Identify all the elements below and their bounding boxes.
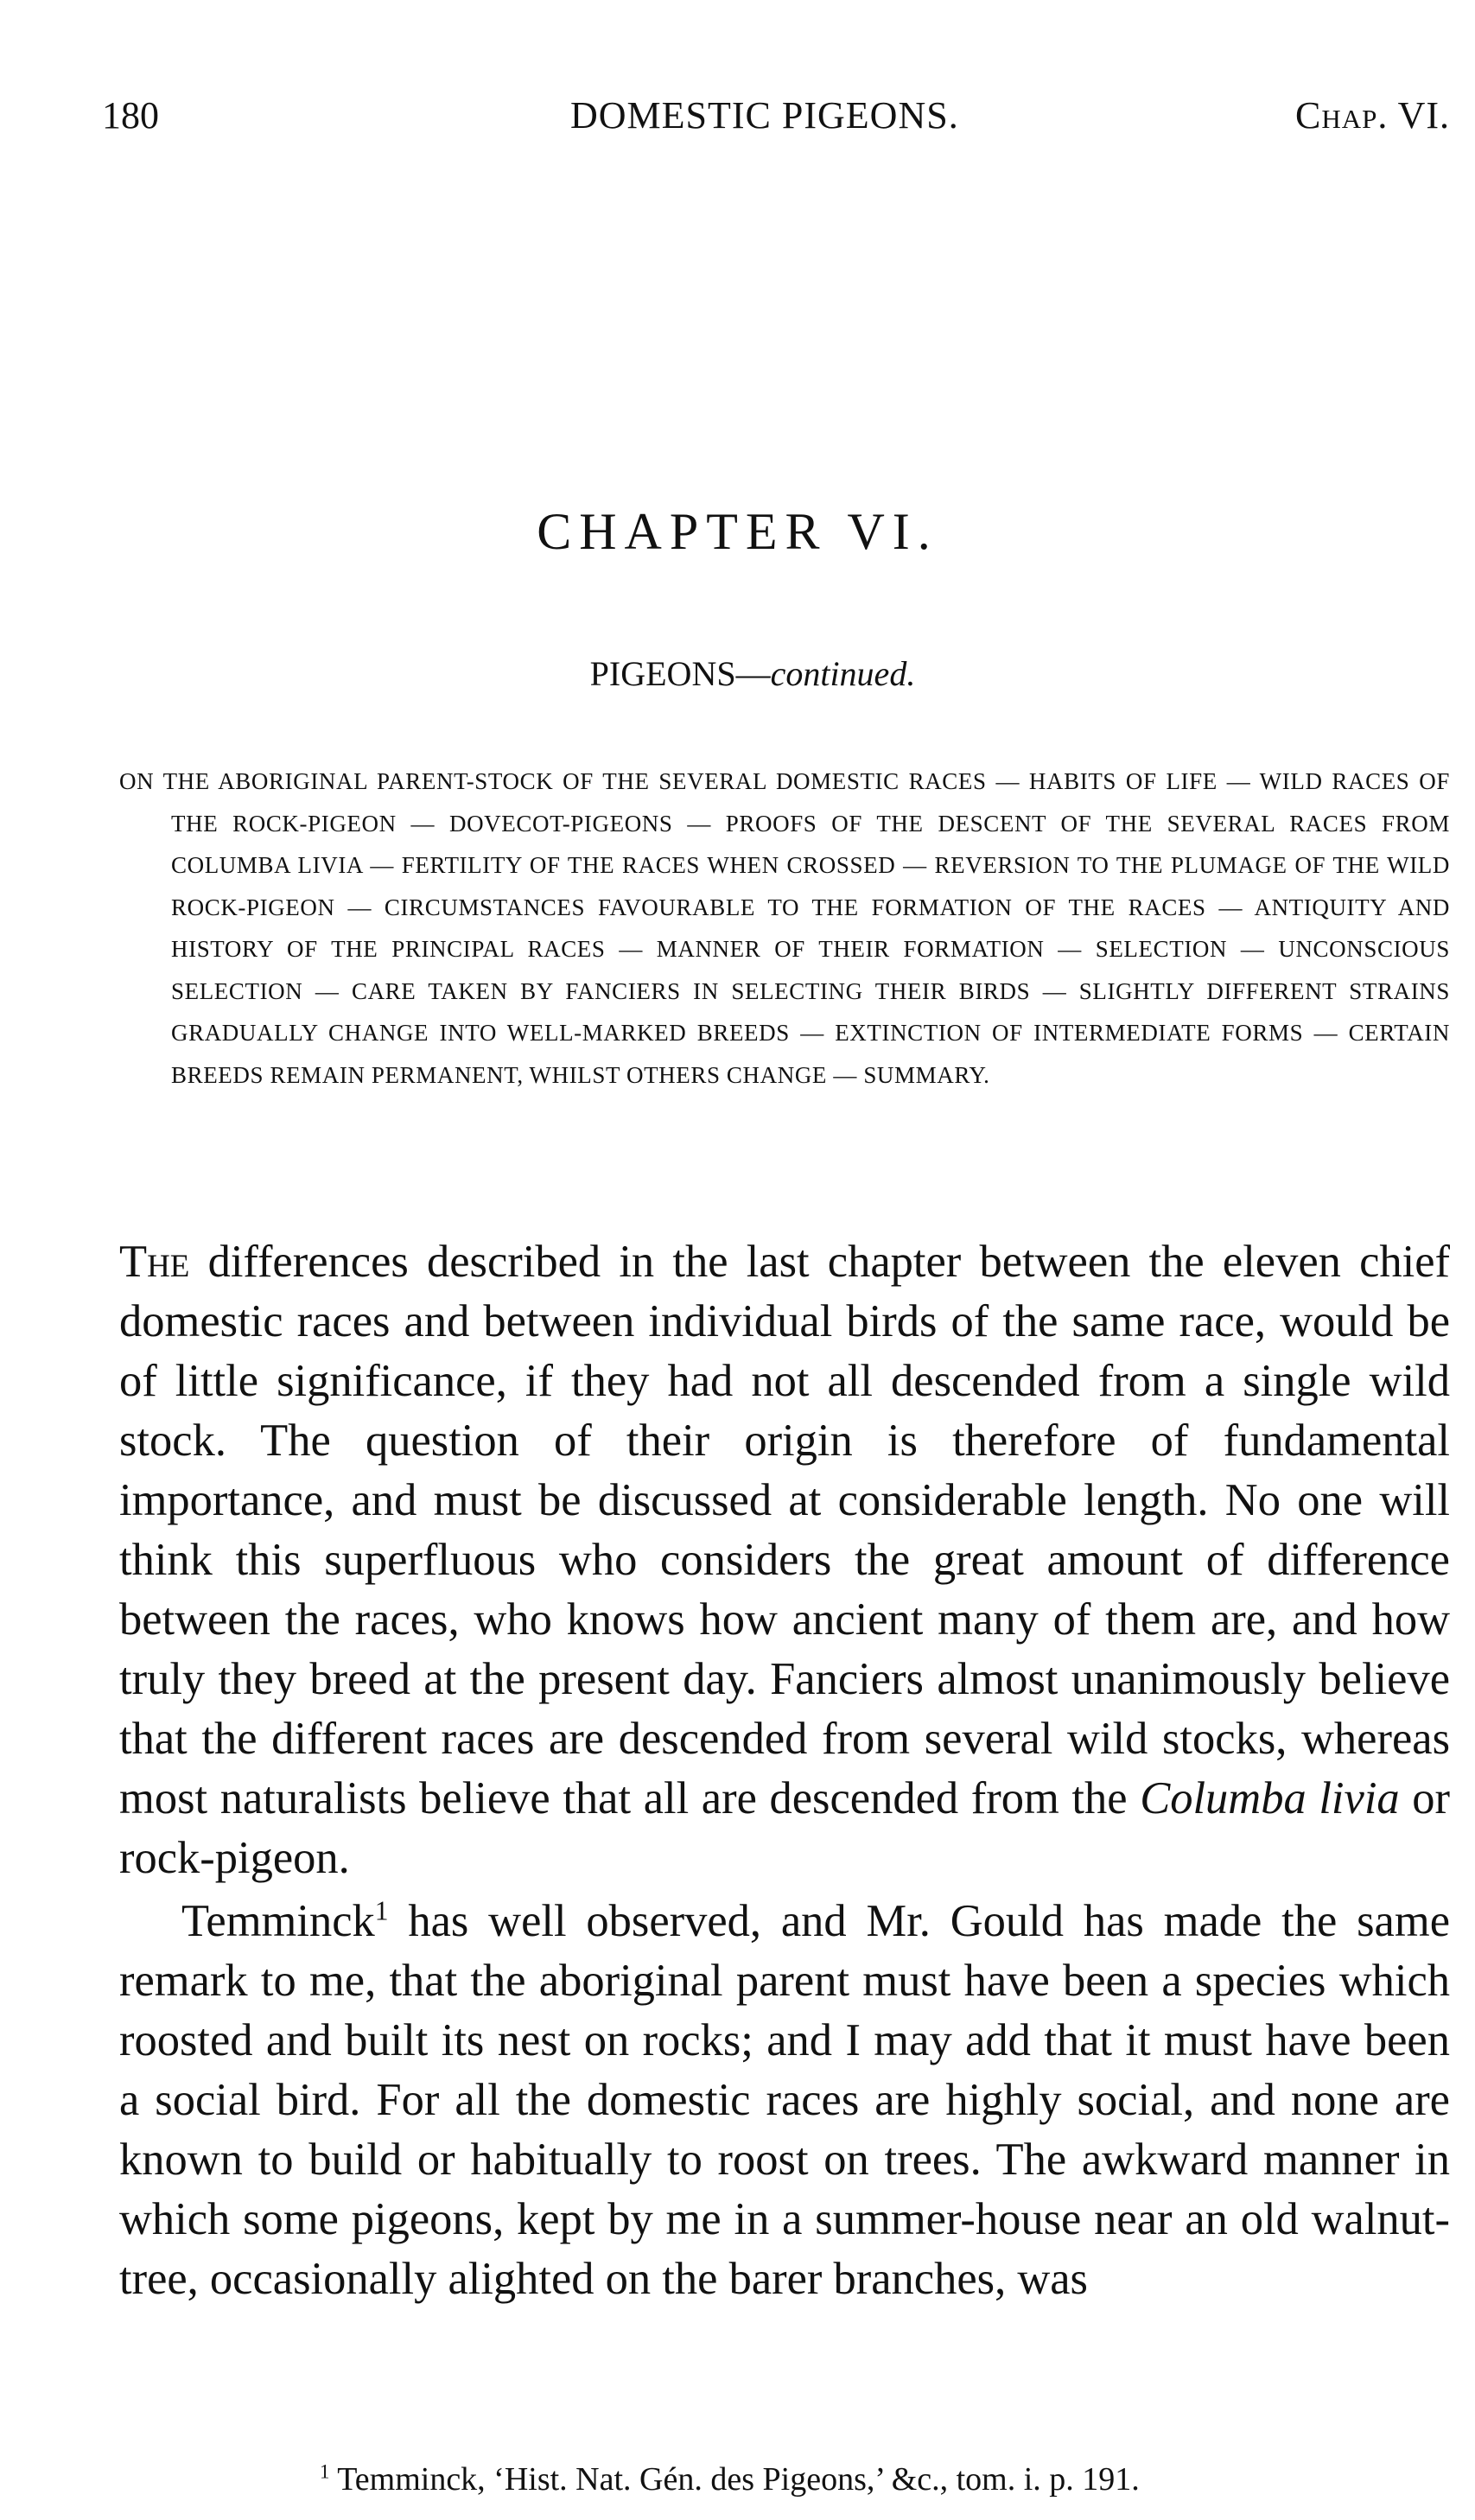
paragraph-2-text-b: has well observed, and Mr. Gould has made the same remark to me, that the aboriginal parent must have been a species which roosted and built its nest on rocks; and I may add that it must have been a social bird. For all the domestic races are highly social, and none are known to build or habitually to roost on trees. The awkward manner in which some pigeons, kept by me in a summer-house near an old walnut-tree, occasionally alighted on the barer branches, was bbox=[119, 1896, 1450, 2304]
footnote bbox=[320, 2458, 1443, 2501]
footnote-reference[interactable]: 1 bbox=[374, 1895, 389, 1926]
footnote-text: Temminck, ‘Hist. Nat. Gén. des Pigeons,’ &c., tom. i. p. 191. bbox=[329, 2461, 1140, 2498]
chapter-subtitle bbox=[0, 650, 1475, 698]
chapter-label: Chap. VI. bbox=[1295, 94, 1450, 137]
paragraph-2 bbox=[119, 1892, 1450, 2309]
body-text bbox=[119, 1232, 1450, 2309]
paragraph-2-text-a: Temminck bbox=[181, 1896, 375, 1946]
subtitle-main: PIGEONS— bbox=[589, 654, 771, 693]
chapter-synopsis: ON THE ABORIGINAL PARENT-STOCK OF THE SEVERAL DOMESTIC RACES — HABITS OF LIFE — WILD RACES OF THE ROCK-PIGEON — DOVECOT-PIGEONS — PROOFS OF THE DESCENT OF THE SEVERAL RACES FROM COLUMBA LIVIA — FERTILITY OF THE RACES WHEN CROSSED — REVERSION TO THE PLUMAGE OF THE WILD ROCK-PIGEON — CIRCUMSTANCES FAVOURABLE TO THE FORMATION OF THE RACES — ANTIQUITY AND HISTORY OF THE PRINCIPAL RACES — MANNER OF THEIR FORMATION — SELECTION — UNCONSCIOUS SELECTION — CARE TAKEN BY FANCIERS IN SELECTING THEIR BIRDS — SLIGHTLY DIFFERENT STRAINS GRADUALLY CHANGE INTO WELL-MARKED BREEDS — EXTINCTION OF INTERMEDIATE FORMS — CERTAIN BREEDS REMAIN PERMANENT, WHILST OTHERS CHANGE — SUMMARY. bbox=[119, 768, 1450, 1088]
subtitle-continued: continued. bbox=[770, 654, 916, 693]
paragraph-1 bbox=[119, 1232, 1450, 1888]
chapter-title: CHAPTER VI. bbox=[537, 503, 938, 560]
paragraph-lead-word: The bbox=[119, 1237, 190, 1287]
page-header bbox=[102, 90, 1450, 142]
page-number: 180 bbox=[102, 94, 159, 137]
paragraph-1-text-a: differences described in the last chapter between the eleven chief domestic races and between individual birds of the same race, would be of little significance, if they had not all descended from a single wild stock. The question of their origin is therefore of fundamental importance, and must be discussed at considerable length. No one will think this superfluous who considers the great amount of difference between the races, who knows how ancient many of them are, and how truly they breed at the present day. Fanciers almost unanimously believe that the different races are descended from several wild stocks, whereas most naturalists believe that all are descended from the bbox=[119, 1237, 1450, 1823]
running-title: DOMESTIC PIGEONS. bbox=[570, 94, 959, 137]
paragraph-1-text-b: or rock-pigeon. bbox=[119, 1773, 1451, 1883]
species-name: Columba livia bbox=[1140, 1773, 1400, 1823]
footnote-marker: 1 bbox=[320, 2460, 330, 2483]
